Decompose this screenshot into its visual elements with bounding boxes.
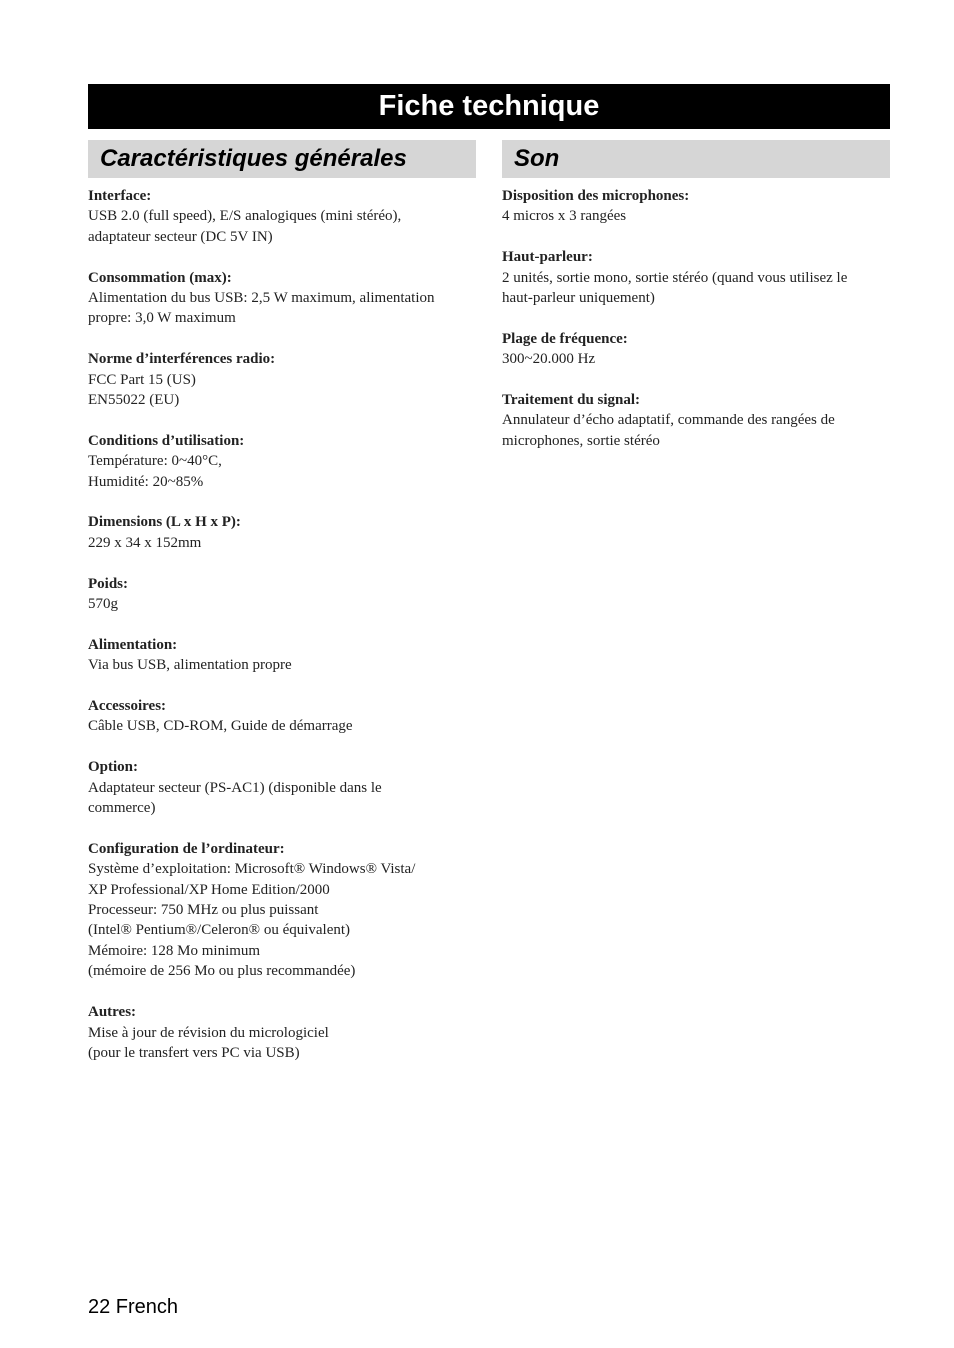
spec-value-line: Mise à jour de révision du micrologiciel [88, 1024, 329, 1041]
spec-value-line: FCC Part 15 (US) [88, 371, 196, 388]
spec-label: Disposition des microphones: [502, 188, 690, 204]
spec-value-line: XP Professional/XP Home Edition/2000 [88, 881, 330, 898]
spec-label: Autres: [88, 1004, 137, 1021]
spec-item [88, 512, 478, 553]
spec-value-line: Câble USB, CD-ROM, Guide de démarrage [88, 718, 353, 735]
spec-item [502, 390, 894, 451]
spec-value-line: haut-parleur uniquement) [502, 290, 655, 307]
spec-value-line: 570g [88, 596, 118, 613]
spec-item [502, 329, 894, 370]
spec-value-line: Processeur: 750 MHz ou plus puissant [88, 902, 319, 919]
page-title: Fiche technique [88, 84, 890, 129]
spec-label: Plage de fréquence: [502, 330, 628, 347]
spec-value-line: Alimentation du bus USB: 2,5 W maximum, alimentation [88, 290, 435, 307]
spec-value-line: commerce) [88, 800, 156, 817]
spec-value-line: 229 x 34 x 152mm [88, 534, 202, 551]
spec-value-line: USB 2.0 (full speed), E/S analogiques (mini stéréo), [88, 208, 402, 225]
spec-item [88, 757, 478, 818]
section-heading-general: Caractéristiques générales [88, 140, 476, 178]
general-specs-column [88, 186, 478, 1084]
spec-value-line: (pour le transfert vers PC via USB) [88, 1044, 300, 1061]
spec-value-line: Annulateur d’écho adaptatif, commande des rangées de [502, 412, 835, 429]
spec-value-line: Via bus USB, alimentation propre [88, 657, 292, 674]
spec-item [88, 839, 478, 982]
spec-value-line: 300~20.000 Hz [502, 351, 596, 368]
spec-label: Consommation (max): [88, 269, 232, 286]
spec-value-line: Système d’exploitation: Microsoft® Windows® Vista/ [88, 861, 416, 878]
spec-value-line: 2 unités, sortie mono, sortie stéréo (quand vous utilisez le [502, 269, 848, 286]
spec-label: Conditions d’utilisation: [88, 432, 245, 449]
spec-label: Interface: [88, 188, 152, 204]
section-heading-sound: Son [502, 140, 890, 178]
spec-value-line: Humidité: 20~85% [88, 473, 204, 490]
spec-label: Poids: [88, 575, 129, 592]
spec-item [88, 635, 478, 676]
spec-value-line: Mémoire: 128 Mo minimum [88, 942, 261, 959]
spec-value-line: adaptateur secteur (DC 5V IN) [88, 228, 273, 245]
spec-value-line: 4 micros x 3 rangées [502, 208, 627, 225]
spec-value-line: (mémoire de 256 Mo ou plus recommandée) [88, 963, 356, 980]
spec-label: Haut-parleur: [502, 249, 593, 266]
spec-value-line: Adaptateur secteur (PS-AC1) (disponible dans le [88, 779, 382, 796]
spec-label: Norme d’interférences radio: [88, 351, 276, 368]
spec-value-line: microphones, sortie stéréo [502, 432, 660, 449]
spec-item [88, 696, 478, 737]
spec-label: Option: [88, 759, 139, 776]
spec-label: Accessoires: [88, 698, 167, 715]
spec-item [88, 349, 478, 410]
spec-value-line: EN55022 (EU) [88, 392, 180, 409]
spec-item [88, 574, 478, 615]
spec-value-line: (Intel® Pentium®/Celeron® ou équivalent) [88, 922, 351, 939]
spec-label: Alimentation: [88, 636, 178, 653]
spec-item [88, 1002, 478, 1063]
spec-item [88, 268, 478, 329]
spec-label: Traitement du signal: [502, 392, 641, 409]
spec-label: Configuration de l’ordinateur: [88, 840, 285, 857]
spec-item [502, 247, 894, 308]
spec-item [88, 431, 478, 492]
sound-specs-column [502, 186, 894, 472]
page-number-label: 22 French [88, 1296, 179, 1318]
spec-item [502, 186, 894, 227]
spec-item [88, 186, 478, 247]
spec-label: Dimensions (L x H x P): [88, 514, 241, 531]
spec-value-line: Température: 0~40°C, [88, 453, 222, 470]
spec-value-line: propre: 3,0 W maximum [88, 310, 236, 327]
